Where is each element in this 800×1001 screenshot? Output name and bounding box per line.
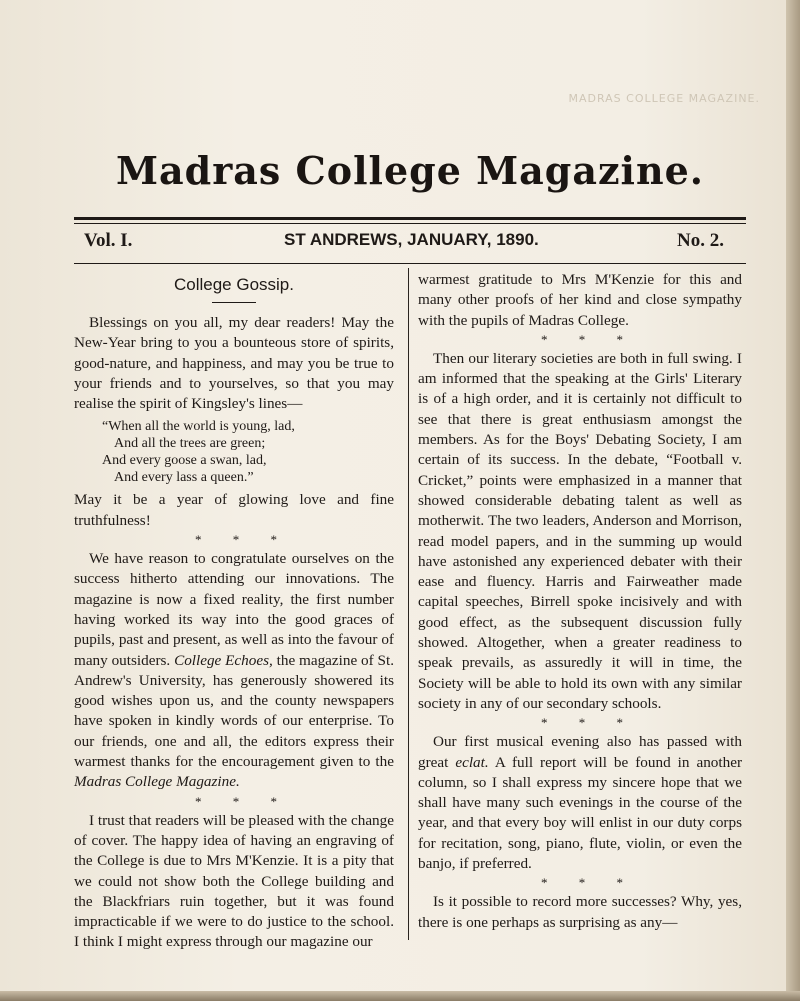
- page-edge-right: [786, 0, 800, 1001]
- masthead-rule-thick: [74, 217, 746, 220]
- paragraph: Is it possible to record more successes? Why, yes, there is one perhaps as surprising as any—: [418, 893, 742, 931]
- verse-line: And all the trees are green;: [114, 436, 266, 452]
- masthead-rule-thin: [74, 223, 746, 224]
- place-date: ST ANDREWS, JANUARY, 1890.: [284, 230, 539, 249]
- section-stars: * * *: [541, 331, 637, 347]
- article-heading: College Gossip.: [173, 275, 294, 294]
- section-stars: * * *: [195, 532, 291, 548]
- issue-rule: [74, 263, 746, 264]
- heading-rule: [212, 302, 256, 303]
- paragraph: May it be a year of glowing love and fine truthfulness!: [74, 491, 394, 529]
- section-stars: * * *: [541, 875, 637, 891]
- italic-title: College Echoes,: [174, 651, 273, 669]
- section-stars: * * *: [195, 793, 291, 809]
- section-stars: * * *: [541, 715, 637, 731]
- paragraph: Blessings on you all, my dear readers! May the New-Year bring to you a bounteous store of spirits, good-nature, and happiness, and may you be true to your friends and to yourselves, so that you may realise the spirit of Kingsley's lines—: [74, 314, 394, 413]
- right-column: [418, 270, 742, 933]
- text-run: A full report will be found in another column, so I shall express my sincere hope that we shall have many such evenings in the course of the year, and that every boy will enlist in our duty corps for recitation, song, piano, flute, violin, or even the banjo, if preferred.: [418, 753, 742, 873]
- paragraph: [418, 732, 742, 874]
- text-run: We have reason to congratulate ourselves on the success hitherto attending our innovations. The magazine is now a fixed reality, the first number having worked its way into the good graces of pupils, past and present, as well as into the favour of many outsiders.: [74, 550, 394, 669]
- volume-label: Vol. I.: [84, 230, 133, 251]
- masthead-title: Madras College Magazine.: [115, 148, 705, 193]
- italic-word: eclat.: [455, 753, 489, 771]
- left-column: [74, 272, 394, 953]
- paragraph: Then our literary societies are both in full swing. I am informed that the speaking at the Girls' Literary is of a high order, and it is certainly not difficult to see that there is great enthusiasm amongst the members. As for the Boys' Debating Society, I am certain of its success. In the debate, “Football v. Cricket,” points were emphasized in a manner that showed considerable debating talent as well as motherwit. The two leaders, Anderson and Morrison, read model papers, and in the summing up would have astonished any experienced debater with their ease and fluency. Harris and Fairweather made capital speeches, Birrell spoke incisively and with good effect, as the subsequent discussion fully showed. Altogether, when a greater readiness to speak prevails, as assuredly it will in time, the Society will be able to hold its own with any similar society in any of our secondary schools.: [418, 349, 742, 712]
- issue-line: [84, 230, 724, 256]
- verse-quote: [102, 418, 394, 486]
- text-run: Our first musical evening also has passed with great: [418, 733, 742, 771]
- verse-line: And every lass a queen.”: [114, 470, 254, 486]
- paragraph: I trust that readers will be pleased with the change of cover. The happy idea of having an engraving of the College is due to Mrs M'Kenzie. It is a pity that we could not show both the College building and the Blackfriars ruin together, but it was found impracticable if we were to do justice to the school. I think I might express through our magazine our: [74, 811, 394, 951]
- italic-title: Madras College Magazine.: [74, 773, 240, 791]
- column-divider: [408, 268, 409, 940]
- paragraph: warmest gratitude to Mrs M'Kenzie for this and many other proofs of her kind and close sympathy with the pupils of Madras College.: [418, 271, 742, 329]
- bleed-through-text: MADRAS COLLEGE MAGAZINE.: [568, 92, 760, 105]
- text-run: the magazine of St. Andrew's University, has generously showered its good wishes upon us, and the county newspapers have spoken in kindly words of our enterprise. To our friends, one and all, the editors express their warmest thanks for the encouragement given to the: [74, 651, 394, 771]
- verse-line: “When all the world is young, lad,: [102, 419, 295, 435]
- paragraph: [74, 549, 394, 793]
- issue-number: No. 2.: [677, 230, 724, 251]
- page-edge-bottom: [0, 991, 800, 1001]
- verse-line: And every goose a swan, lad,: [102, 453, 267, 469]
